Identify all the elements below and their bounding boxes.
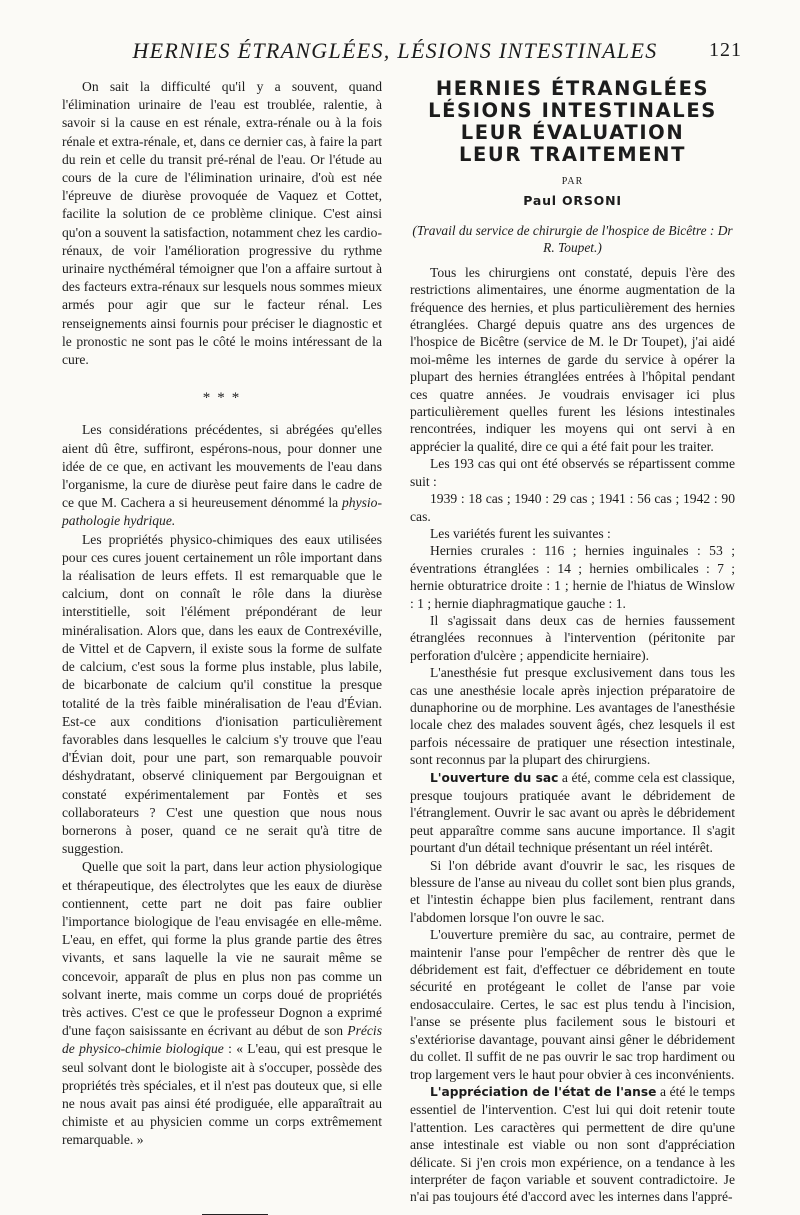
right-paragraph: Si l'on débride avant d'ouvrir le sac, les risques de blessure de l'anse au niveau du collet sont bien plus grands, et l'intestin échappe bien plus facilement, rentrant dans l'abdomen lorsque l'on ouvre le sac. <box>410 857 735 925</box>
left-paragraph <box>62 421 382 530</box>
right-paragraph: Les 193 cas qui ont été observés se répartissent comme suit : <box>410 456 735 489</box>
emphasis-text: physio-pathologie hydrique. <box>62 495 382 529</box>
right-paragraph: L'anesthésie fut presque exclusivement dans tous les cas une anesthésie locale après injection préparatoire de dunaphorine ou de morphine. Les avantages de l'anesthésie locale chez des malades souvent âgés, chez lesquels il est parfois nécessaire de pratiquer une résection intestinale, sont reconnus par la plupart des chirurgiens. <box>410 665 735 768</box>
left-paragraph: On sait la difficulté qu'il y a souvent, quand l'élimination urinaire de l'eau est troublée, ralentie, à savoir si la cause en est rénale, extra-rénale ou à la fois rénale et extra-rénale, et, dans ce dernier cas, à faire la part du rein et celle du transit pré-rénal de l'eau. Or l'étude au cours de la cure de l'élimination urinaire, d'où est née l'épreuve de diurèse provoquée de Vaquez et Cottet, facilite la solution de ce problème clinique. C'est ainsi qu'on a souvent la satisfaction, notamment chez les cardio-rénaux, de voir l'amélioration progressive du rythme urinaire nycthéméral témoigner que l'on a affaire surtout à des facteurs extra-rénaux sur lesquels nous sommes mieux armés pour agir que sur le facteur rénal. Les renseignements ainsi fournis pour préciser le diagnostic et le pronostic ne sont pas le côté le moins intéressant de la cure. <box>62 79 383 368</box>
running-title: HERNIES ÉTRANGLÉES, LÉSIONS INTESTINALES <box>132 38 658 63</box>
article-title-line: HERNIES ÉTRANGLÉES <box>435 77 710 100</box>
right-paragraph <box>410 769 735 857</box>
paragraph-text: a été, comme cela est classique, presque toujours pratiquée avant le débridement de l'étranglement. Ouvrir le sac avant ou après le débridement peut apparaître comme sans aucune importance. Il s'agit pourtant d'un détail technique présentant un réel intérêt. <box>410 769 735 856</box>
right-paragraph: Tous les chirurgiens ont constaté, depuis l'ère des restrictions alimentaires, une énorme augmentation de la fréquence des hernies, et plus particulièrement des hernies étranglées. Chargé depuis quatre ans des urgences de l'hospice de Bicêtre (service de M. le Dr Toupet), j'ai aidé moi-même les internes de garde du service à opérer la plupart des hernies étranglées entrées à l'hôpital pendant ces quatre années. Je voudrais envisager ici plus particulièrement quelles furent les lésions intestinales rencontrées, indiquer les moyens qui ont servi à en apprécier la qualité, dire ce qui a été fait pour les traiter. <box>410 264 735 454</box>
right-paragraph: Hernies crurales : 116 ; hernies inguinales : 53 ; éventrations étranglées : 14 ; hernies ombilicales : 7 ; hernie obturatrice droite : 1 ; hernie de l'hiatus de Winslow : 1 ; hernie diaphragmatique gauche : 1. <box>410 543 735 611</box>
quotation-text: : « L'eau, qui est presque le seul solvant dont le biologiste ait à s'occuper, possède des propriétés très spéciales, et il n'est pas douteux que, si elle ne nous avait pas ainsi été prodiguée, elle apparaîtrait au chimiste et au physicien comme un corps extrêmement remarquable. » <box>62 1041 383 1148</box>
right-paragraph <box>410 1083 735 1206</box>
left-paragraph <box>62 858 382 1149</box>
right-paragraph: 1939 : 18 cas ; 1940 : 29 cas ; 1941 : 56 cas ; 1942 : 90 cas. <box>410 491 735 524</box>
author-name: Paul ORSONI <box>523 193 622 209</box>
book-title: Précis de physico-chimie biologique <box>62 1023 382 1057</box>
article-title-block <box>410 78 735 210</box>
article-title-line: LEUR TRAITEMENT <box>458 143 687 166</box>
affiliation: (Travail du service de chirurgie de l'hospice de Bicêtre : Dr R. Toupet.) <box>412 222 733 255</box>
runin-heading: L'ouverture du sac <box>430 770 559 785</box>
by-line: PAR <box>561 176 584 187</box>
right-paragraph: L'ouverture première du sac, au contraire, permet de maintenir l'anse pour l'empêcher de rentrer dès que le débridement est fait, d'effectuer ce débridement en toute sécurité en protégeant le collet de l'anse par voie endosacculaire. Certes, le sac est plus tendu à l'incision, l'anse se présente plus facilement sous le bistouri et s'extériorise davantage, pouvant ainsi gêner le débridement du collet. Il suffit de ne pas ouvrir le sac trop hardiment ou trop largement vers le haut pour obvier à ces inconvénients. <box>410 927 735 1082</box>
right-paragraph: Les variétés furent les suivantes : <box>430 525 611 541</box>
paragraph-text: a été le temps essentiel de l'intervention. C'est lui qui doit retenir toute l'attention. Les caractères qui permettent de dire qu'une anse intestinale est viable ou non sont d'appréciation délicate. Si j'en crois mon expérience, on a tendance à les interpréter de façon variable et souvent contradictoire. Je n'ai pas toujours été d'accord avec les internes dans l'appré- <box>410 1083 735 1205</box>
page-number: 121 <box>709 39 742 61</box>
article-title-line: LEUR ÉVALUATION <box>460 121 685 144</box>
end-rule <box>202 1214 268 1215</box>
paragraph-text: Les considérations précédentes, si abrégées qu'elles aient dû être, suffiront, espérons-nous, pour donner une idée de ce que, en activant les mouvements de l'eau dans l'organisme, la cure de diurèse peut faire dans le cadre de ce que M. Cachera a si heureusement dénommé la <box>62 422 382 511</box>
right-column <box>410 78 735 1206</box>
right-paragraph: Il s'agissait dans deux cas de hernies faussement étranglées reconnues à l'intervention (péritonite par perforation d'ulcère ; appendicite herniaire). <box>410 612 735 663</box>
page-header <box>0 38 800 68</box>
left-paragraph: Les propriétés physico-chimiques des eaux utilisées pour ces cures jouent certainement un rôle important dans la réalisation de leurs effets. Il est remarquable que le calcium, dont on connaît le rôle dans la diurèse interstitielle, soit l'élément prépondérant de leur minéralisation. Alors que, dans les eaux de Contrexéville, de Vittel et de Capvern, il existe sous la forme de sulfate de calcium, c'est sous la forme plus instable, plus labile, de bicarbonate de calcium qu'il constitue la presque totalité de la très faible minéralisation de l'eau d'Évian. Est-ce aux conditions d'ionisation particulièrement favorables dans lesquelles le calcium s'y trouve que l'eau d'Évian doit, pour une part, son remarquable pouvoir déshydratant, observé cliniquement par Bergouignan et constaté expérimentalement par Fontès et ses collaborateurs ? C'est une question que nous nous bornerons à poser, quand ce ne serait qu'à titre de suggestion. <box>62 531 382 857</box>
left-column <box>62 78 382 1215</box>
article-title-line: LÉSIONS INTESTINALES <box>428 99 717 122</box>
paragraph-text: Quelle que soit la part, dans leur action physiologique et thérapeutique, des électrolytes que les eaux de diurèse contiennent, cette part ne doit pas faire oublier l'importance biologique de l'eau envisagée en elle-même. L'eau, en effet, qui forme la plus grande partie des êtres vivants, et sans laquelle la vie ne saurait même se concevoir, apparaît de plus en plus non pas comme un solvant inerte, mais comme un corps doué de propriétés très actives. C'est ce que le professeur Dognon a exprimé d'une façon saisissante en écrivant au début de son <box>62 859 382 1039</box>
section-stars: * * * <box>202 390 242 407</box>
runin-heading: L'appréciation de l'état de l'anse <box>430 1084 657 1099</box>
